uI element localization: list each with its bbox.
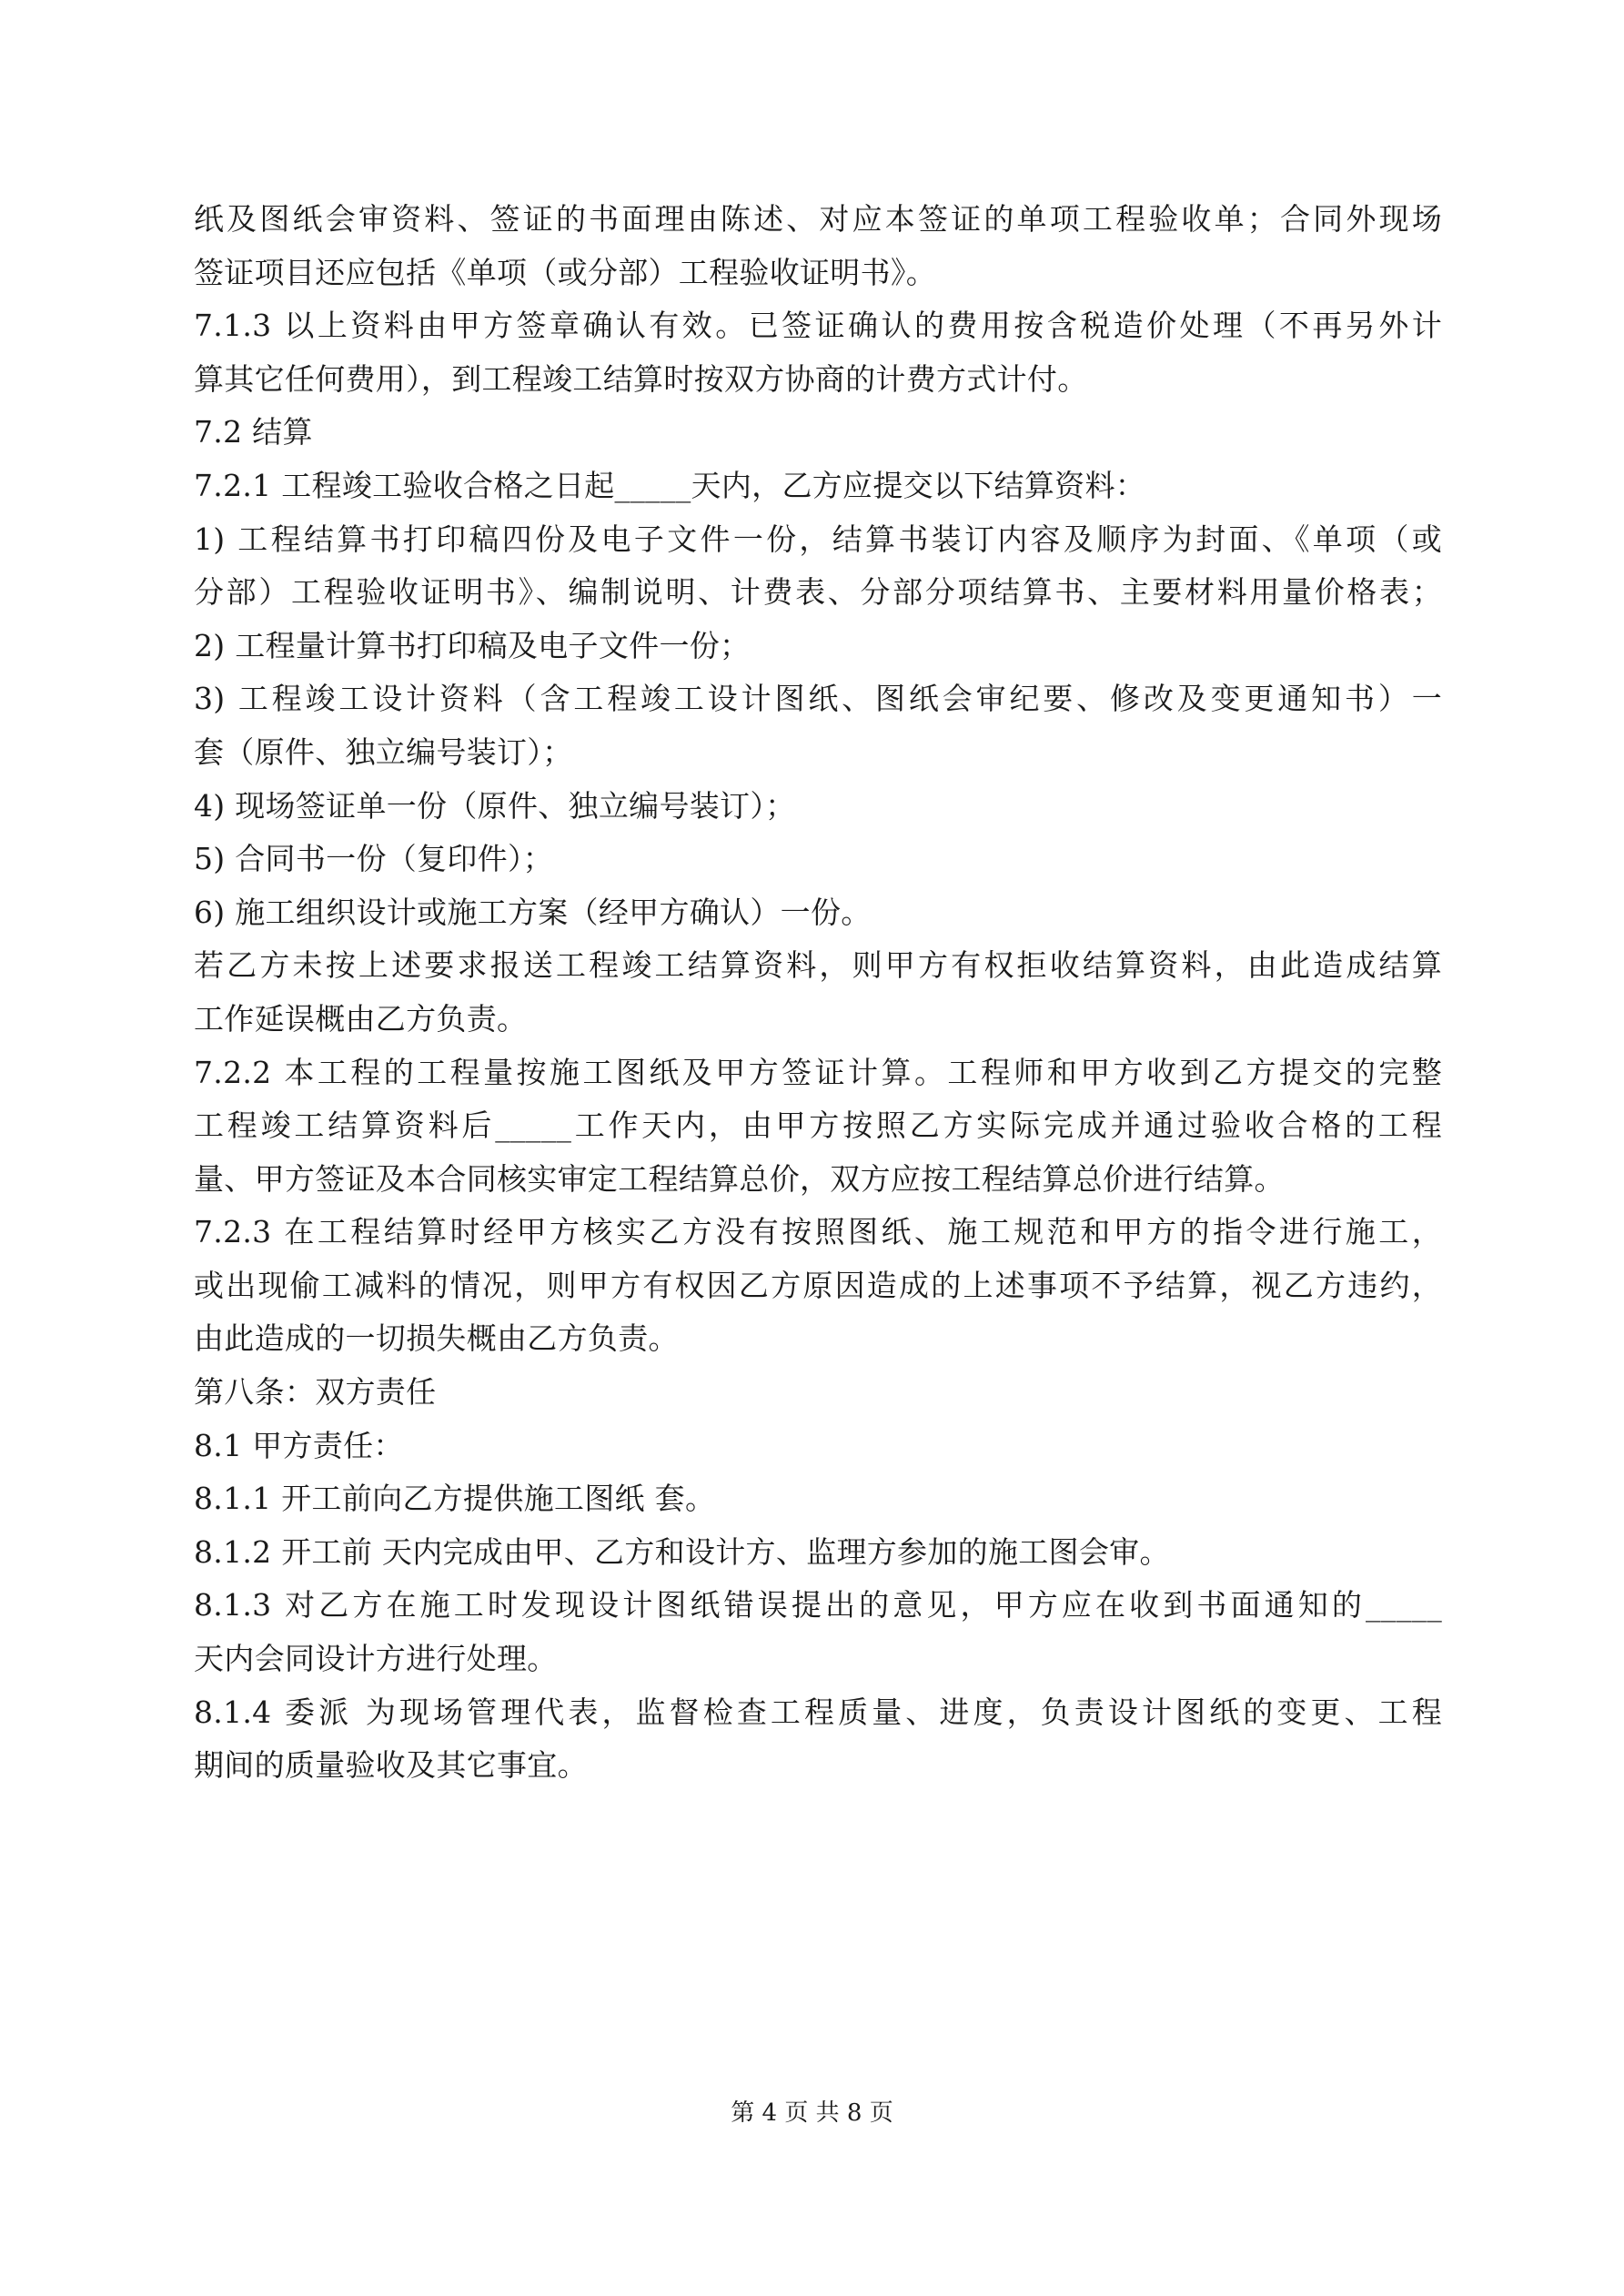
text-line: 6) 施工组织设计或施工方案（经甲方确认）一份。 (194, 894, 872, 930)
text-line: 签证项目还应包括《单项（或分部）工程验收证明书》。 (194, 254, 936, 290)
text-line: 由此造成的一切损失概由乙方负责。 (194, 1320, 679, 1357)
text-line: 天内会同设计方进行处理。 (194, 1641, 558, 1677)
text-line: 7.2.1 工程竣工验收合格之日起_____天内，乙方应提交以下结算资料： (194, 467, 1146, 503)
text-line: 1) 工程结算书打印稿四份及电子文件一份，结算书装订内容及顺序为封面、《单项（或 (194, 521, 1442, 557)
document-body (194, 193, 1442, 1793)
text-line: 8.1.4 委派 为现场管理代表，监督检查工程质量、进度，负责设计图纸的变更、工程 (194, 1694, 1442, 1730)
text-line: 8.1.2 开工前 天内完成由甲、乙方和设计方、监理方参加的施工图会审。 (194, 1533, 1170, 1570)
text-line: 纸及图纸会审资料、签证的书面理由陈述、对应本签证的单项工程验收单；合同外现场 (194, 201, 1442, 237)
text-line: 8.1 甲方责任： (194, 1427, 404, 1463)
text-line: 期间的质量验收及其它事宜。 (194, 1747, 588, 1784)
text-line: 5) 合同书一份（复印件）； (194, 841, 554, 877)
text-line: 量、甲方签证及本合同核实审定工程结算总价，双方应按工程结算总价进行结算。 (194, 1160, 1285, 1197)
text-line: 或出现偷工减料的情况，则甲方有权因乙方原因造成的上述事项不予结算，视乙方违约， (194, 1267, 1442, 1303)
text-line: 4) 现场签证单一份（原件、独立编号装订）； (194, 787, 796, 824)
text-line: 7.2.3 在工程结算时经甲方核实乙方没有按照图纸、施工规范和甲方的指令进行施工， (194, 1214, 1442, 1250)
text-line: 7.1.3 以上资料由甲方签章确认有效。已签证确认的费用按含税造价处理（不再另外计 (194, 308, 1442, 344)
text-line: 工作延误概由乙方负责。 (194, 1000, 528, 1037)
text-line: 8.1.3 对乙方在施工时发现设计图纸错误提出的意见，甲方应在收到书面通知的_____ (194, 1587, 1442, 1623)
text-line: 工程竣工结算资料后_____工作天内，由甲方按照乙方实际完成并通过验收合格的工程 (194, 1108, 1442, 1144)
text-line: 7.2 结算 (194, 414, 313, 450)
text-line: 分部）工程验收证明书》、编制说明、计费表、分部分项结算书、主要材料用量价格表； (194, 574, 1442, 611)
text-line: 7.2.2 本工程的工程量按施工图纸及甲方签证计算。工程师和甲方收到乙方提交的完整 (194, 1054, 1442, 1090)
text-line: 8.1.1 开工前向乙方提供施工图纸 套。 (194, 1481, 716, 1517)
text-line: 套（原件、独立编号装订）； (194, 733, 573, 770)
text-line: 第八条：双方责任 (194, 1374, 437, 1411)
text-line: 2) 工程量计算书打印稿及电子文件一份； (194, 627, 751, 663)
text-line: 算其它任何费用），到工程竣工结算时按双方协商的计费方式计付。 (194, 360, 1088, 397)
page-number-footer: 第 4 页 共 8 页 (731, 2099, 893, 2127)
text-line: 3) 工程竣工设计资料（含工程竣工设计图纸、图纸会审纪要、修改及变更通知书）一 (194, 681, 1442, 717)
text-line: 若乙方未按上述要求报送工程竣工结算资料，则甲方有权拒收结算资料，由此造成结算 (194, 947, 1442, 984)
